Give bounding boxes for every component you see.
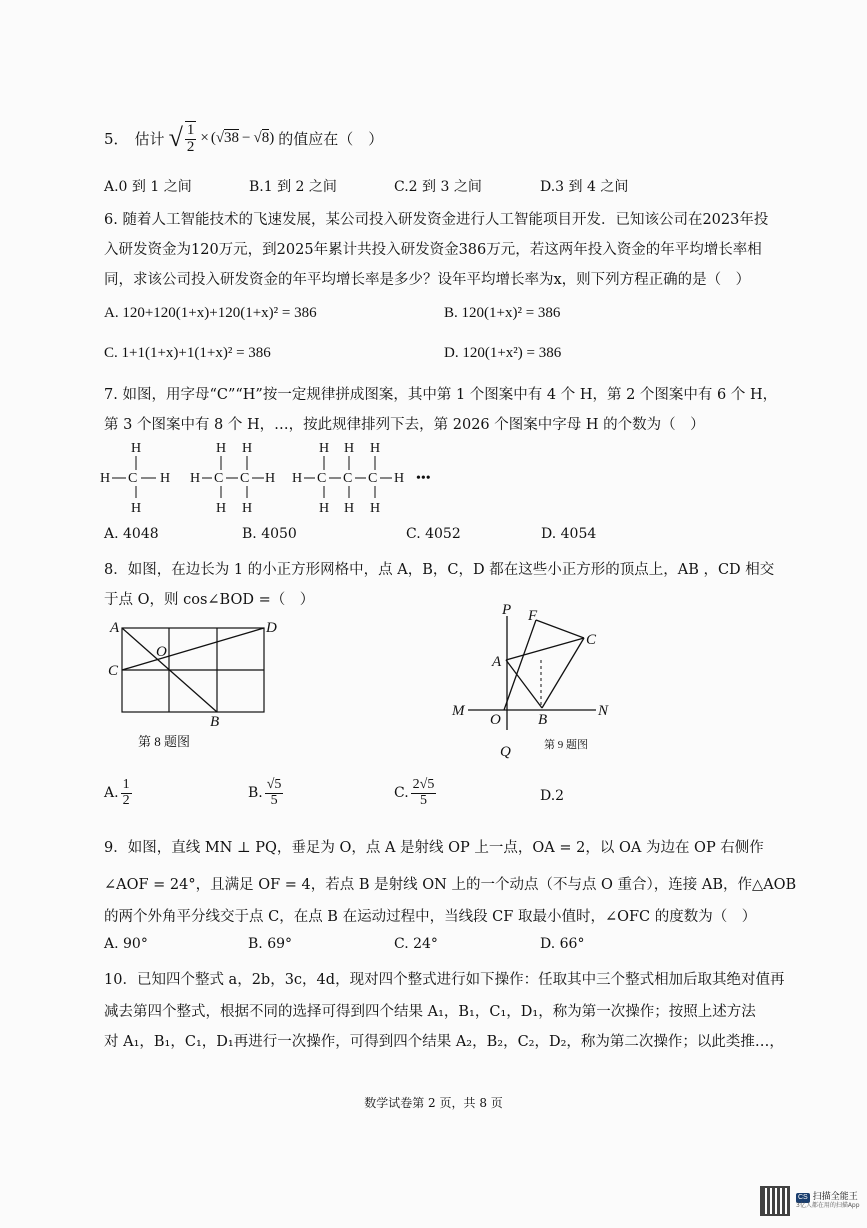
- q9-option-b: B. 69°: [248, 936, 293, 952]
- q5-option-a: A.0 到 1 之间: [104, 179, 192, 195]
- q9-line-3: 的两个外角平分线交于点 C，在点 B 在运动过程中，当线段 CF 取最小值时，∠OFC 的度数为（ ）: [104, 909, 757, 925]
- q7-h: H: [131, 501, 142, 516]
- q6-line-2: 入研发资金为120万元，到2025年累计共投入研发资金386万元，若这两年投入资金的年平均增长率相: [104, 242, 762, 258]
- q9-figure: [446, 600, 626, 760]
- q7-h: H: [100, 471, 111, 486]
- q8-option-b-den: 5: [270, 792, 278, 808]
- q7-h: H: [216, 441, 227, 456]
- q7-pattern-2: [190, 441, 275, 516]
- q9-label-a: A: [492, 654, 502, 670]
- q8-line-2: 于点 O，则 cos∠BOD =（ ）: [104, 592, 315, 608]
- q6-option-c: C. 1+1(1+x)+1(1+x)² = 386: [104, 345, 271, 361]
- q9-option-c: C. 24°: [394, 936, 438, 952]
- q9-label-m: M: [452, 703, 465, 719]
- q8-label-d: D: [266, 620, 277, 636]
- q9-label-c: C: [586, 632, 597, 648]
- q8-grid: [122, 628, 264, 712]
- q7-c: C: [128, 471, 138, 486]
- q6-line-1: 6. 随着人工智能技术的飞速发展，某公司投入研发资金进行人工智能项目开发．已知该公司在2023年投: [104, 212, 769, 228]
- q7-h: H: [319, 501, 330, 516]
- q7-dots: •••: [416, 471, 431, 486]
- q8-figure: [100, 612, 290, 757]
- q9-option-a: A. 90°: [104, 936, 148, 952]
- q7-figure: [98, 436, 448, 516]
- q6-option-d: D. 120(1+x²) = 386: [444, 345, 562, 361]
- q9-caption: 第 9 题图: [544, 739, 588, 751]
- q8-option-c-den: 5: [420, 792, 428, 808]
- q6-option-a: A. 120+120(1+x)+120(1+x)² = 386: [104, 305, 317, 321]
- q5-option-b: B.1 到 2 之间: [249, 179, 337, 195]
- q7-h: H: [242, 441, 253, 456]
- q9-label-b: B: [538, 712, 548, 728]
- q8-option-b: [248, 778, 285, 808]
- q7-pattern-1: [100, 441, 170, 516]
- q9-line-2: ∠AOF = 24°，且满足 OF = 4，若点 B 是射线 ON 上的一个动点（不与点 O 重合），连接 AB，作△AOB: [104, 877, 797, 893]
- page-footer: 数学试卷第 2 页，共 8 页: [364, 1096, 503, 1110]
- q9-label-o: O: [490, 712, 501, 728]
- q7-option-c: C. 4052: [406, 526, 461, 542]
- q7-c: C: [214, 471, 224, 486]
- q7-h: H: [216, 501, 227, 516]
- q7-h: H: [265, 471, 276, 486]
- q5-option-c: C.2 到 3 之间: [394, 179, 482, 195]
- q5-suffix: 的值应在（ ）: [278, 129, 384, 148]
- q8-option-c-label: C.: [394, 785, 409, 802]
- q7-option-b: B. 4050: [242, 526, 297, 542]
- q8-line-1: 8．如图，在边长为 1 的小正方形网格中，点 A，B，C，D 都在这些小正方形的顶点上，AB ，CD 相交: [104, 562, 775, 578]
- q5-frac-den: 2: [186, 138, 195, 155]
- q8-option-a-den: 2: [122, 792, 130, 808]
- q8-option-d: [540, 788, 564, 804]
- q7-h: H: [131, 441, 142, 456]
- q8-option-a-num: 1: [122, 777, 130, 792]
- q8-label-o: O: [156, 644, 167, 660]
- q7-h: H: [319, 441, 330, 456]
- q5-times: ×: [200, 129, 209, 146]
- q7-h: H: [160, 471, 171, 486]
- q7-c: C: [317, 471, 327, 486]
- q8-caption: 第 8 题图: [138, 734, 191, 749]
- q8-option-b-num: √5: [266, 777, 282, 792]
- q7-c: C: [343, 471, 353, 486]
- q8-label-b: B: [210, 714, 220, 730]
- q7-h: H: [292, 471, 303, 486]
- q5-frac-num: 1: [186, 121, 195, 138]
- q9-line-1: 9．如图，直线 MN ⊥ PQ，垂足为 O，点 A 是射线 OP 上一点，OA = 2，以 OA 为边在 OP 右侧作: [104, 840, 764, 856]
- q8-option-a: [104, 778, 134, 808]
- q8-option-a-label: A.: [104, 785, 119, 802]
- q7-h: H: [190, 471, 201, 486]
- q7-h: H: [394, 471, 405, 486]
- q7-pattern-3: [292, 441, 404, 516]
- q5-number: 5．: [104, 129, 129, 148]
- qr-code-icon: [760, 1186, 790, 1216]
- watermark-subtitle: 3亿人都在用的扫描App: [796, 1201, 860, 1209]
- q8-option-b-label: B.: [248, 785, 263, 802]
- scanner-watermark: [760, 1182, 860, 1220]
- q7-h: H: [344, 441, 355, 456]
- q6-option-b: B. 120(1+x)² = 386: [444, 305, 561, 321]
- q6-line-3: 同，求该公司投入研发资金的年平均增长率是多少？设年平均增长率为x，则下列方程正确的是（ ）: [104, 272, 751, 288]
- q8-option-c-num: 2√5: [412, 777, 435, 792]
- q7-line-1: 7. 如图，用字母“C”“H”按一定规律拼成图案，其中第 1 个图案中有 4 个 H，第 2 个图案中有 6 个 H，: [104, 387, 778, 403]
- q5-prefix: 估计: [134, 129, 165, 148]
- q8-option-c: [394, 778, 438, 808]
- watermark-title: 扫描全能王: [812, 1191, 858, 1202]
- q7-option-a: A. 4048: [104, 526, 159, 542]
- cs-badge-icon: CS: [798, 1193, 808, 1201]
- q7-line-2: 第 3 个图案中有 8 个 H，…，按此规律排列下去，第 2026 个图案中字母 H 的个数为（ ）: [104, 417, 705, 433]
- q7-h: H: [344, 501, 355, 516]
- q9-label-p: P: [502, 602, 512, 618]
- q7-h: H: [242, 501, 253, 516]
- q7-h: H: [370, 501, 381, 516]
- q7-option-d: D. 4054: [541, 526, 597, 542]
- q8-label-a: A: [110, 620, 120, 636]
- q9-label-n: N: [598, 703, 609, 719]
- q9-label-q: Q: [500, 744, 511, 760]
- q5-sqrt-a: 38: [224, 130, 240, 146]
- q5-stem: [104, 118, 383, 158]
- q7-c: C: [240, 471, 250, 486]
- q10-line-3: 对 A₁，B₁，C₁，D₁再进行一次操作，可得到四个结果 A₂，B₂，C₂，D₂，称为第二次操作；以此类推…，: [104, 1034, 784, 1050]
- q10-line-2: 减去第四个整式，根据不同的选择可得到四个结果 A₁，B₁，C₁，D₁，称为第一次操作；按照上述方法: [104, 1004, 756, 1020]
- q5-sqrt-b: 8: [261, 130, 270, 146]
- q10-line-1: 10．已知四个整式 a，2b，3c，4d，现对四个整式进行如下操作：任取其中三个整式相加后取其绝对值再: [104, 972, 785, 988]
- q5-option-d: D.3 到 4 之间: [540, 179, 629, 195]
- q5-expression: √ $\frac{1}{2}$ × ( √ 38 − √ 8 ): [168, 121, 275, 155]
- q7-c: C: [368, 471, 378, 486]
- q9-label-f: F: [528, 608, 538, 624]
- q9-option-d: D. 66°: [540, 936, 585, 952]
- q8-option-d-label: D.2: [540, 788, 565, 804]
- q8-label-c: C: [108, 663, 119, 679]
- q7-h: H: [370, 441, 381, 456]
